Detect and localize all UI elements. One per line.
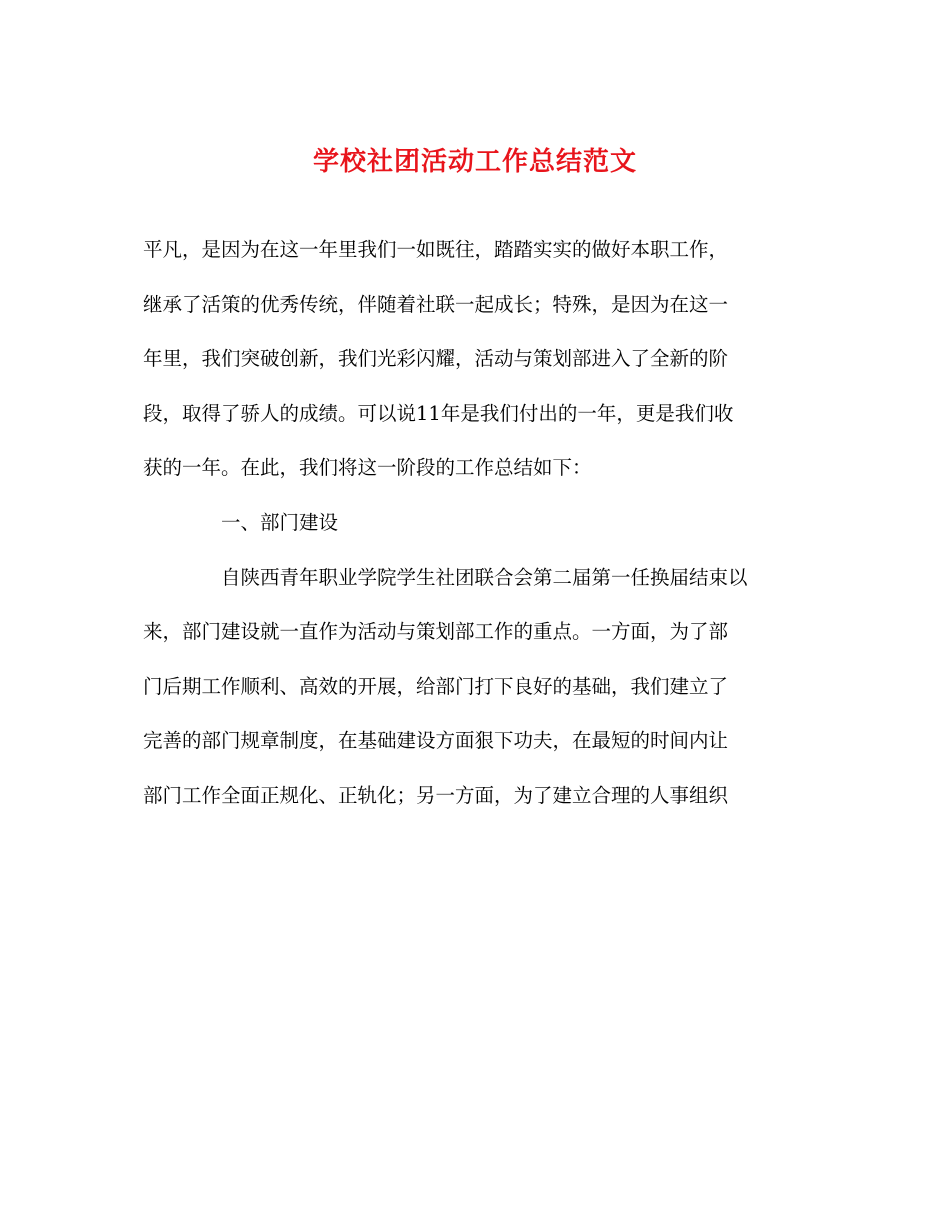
body-line: 段，取得了骄人的成绩。可以说11年是我们付出的一年，更是我们收 (143, 401, 734, 425)
body-line: 来，部门建设就一直作为活动与策划部工作的重点。一方面，为了部 (143, 620, 729, 644)
body-line: 获的一年。在此，我们将这一阶段的工作总结如下： (143, 456, 592, 480)
body-line: 完善的部门规章制度，在基础建设方面狠下功夫，在最短的时间内让 (143, 729, 729, 753)
document-title: 学校社团活动工作总结范文 (312, 147, 637, 177)
body-line: 平凡，是因为在这一年里我们一如既往，踏踏实实的做好本职工作， (143, 238, 729, 261)
body-line: 自陕西青年职业学院学生社团联合会第二届第一任换届结束以 (221, 565, 748, 589)
section-heading: 一、部门建设 (221, 510, 339, 534)
body-line: 年里，我们突破创新，我们光彩闪耀，活动与策划部进入了全新的阶 (143, 347, 729, 371)
body-line: 继承了活策的优秀传统，伴随着社联一起成长；特殊，是因为在这一 (143, 292, 729, 316)
body-line: 门后期工作顺利、高效的开展，给部门打下良好的基础，我们建立了 (143, 674, 729, 698)
document-body (143, 223, 808, 824)
body-line: 部门工作全面正规化、正轨化；另一方面，为了建立合理的人事组织 (143, 783, 729, 807)
